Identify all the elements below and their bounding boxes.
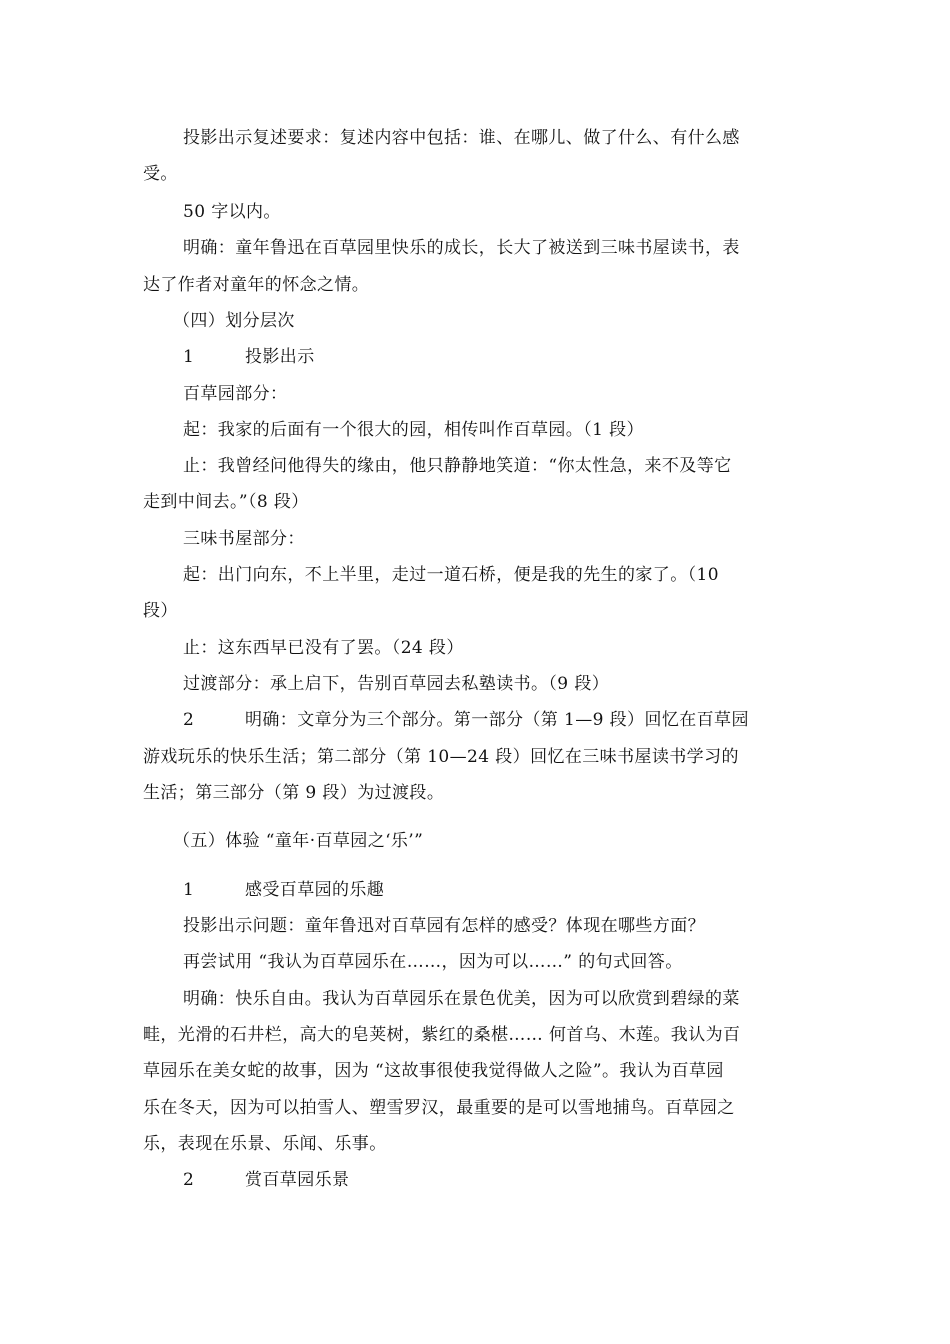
text-line: 止：我曾经问他得失的缘由，他只静静地笑道：“你太性急，来不及等它 — [183, 456, 732, 476]
item-text: 明确：文章分为三个部分。第一部分（第 1—9 段）回忆在百草园 — [245, 710, 749, 730]
numbered-item — [183, 709, 749, 731]
text-line: 三味书屋部分： — [183, 529, 305, 549]
text-line: 明确：快乐自由。我认为百草园乐在景色优美，因为可以欣赏到碧绿的菜 — [183, 989, 740, 1009]
text-line: 受。 — [143, 164, 178, 184]
item-number: 2 — [183, 1170, 195, 1190]
numbered-item — [183, 879, 384, 901]
text-line: 投影出示问题：童年鲁迅对百草园有怎样的感受？体现在哪些方面？ — [183, 916, 705, 936]
text-line: 游戏玩乐的快乐生活；第二部分（第 10—24 段）回忆在三味书屋读书学习的 — [143, 747, 739, 767]
item-number: 1 — [183, 347, 195, 367]
item-text: 感受百草园的乐趣 — [245, 880, 385, 900]
text-line: 明确：童年鲁迅在百草园里快乐的成长，长大了被送到三味书屋读书，表 — [183, 238, 740, 258]
numbered-item — [183, 1169, 349, 1191]
text-line: 过渡部分：承上启下，告别百草园去私塾读书。（9 段） — [183, 674, 610, 694]
text-line: 乐，表现在乐景、乐闻、乐事。 — [143, 1134, 387, 1154]
text-line: 走到中间去。”（8 段） — [143, 492, 309, 512]
text-line: 止：这东西早已没有了罢。（24 段） — [183, 638, 464, 658]
section-heading: （五）体验 “童年·百草园之‘乐’” — [173, 831, 424, 851]
text-line: 畦，光滑的石井栏，高大的皂荚树，紫红的桑椹…… 何首乌、木莲。我认为百 — [143, 1025, 741, 1045]
text-line: 再尝试用 “我认为百草园乐在……，因为可以……” 的句式回答。 — [183, 952, 683, 972]
text-line: 达了作者对童年的怀念之情。 — [143, 275, 370, 295]
item-text: 赏百草园乐景 — [245, 1170, 350, 1190]
text-line: 50 字以内。 — [183, 202, 281, 222]
text-line: 投影出示复述要求：复述内容中包括：谁、在哪儿、做了什么、有什么感 — [183, 128, 740, 148]
text-line: 起：出门向东，不上半里，走过一道石桥，便是我的先生的家了。（10 — [183, 565, 719, 585]
text-line: 草园乐在美女蛇的故事，因为 “这故事很使我觉得做人之险”。我认为百草园 — [143, 1061, 724, 1081]
text-line: 起：我家的后面有一个很大的园，相传叫作百草园。（1 段） — [183, 420, 644, 440]
item-text: 投影出示 — [245, 347, 315, 367]
text-line: 百草园部分： — [183, 384, 288, 404]
text-line: 段） — [143, 601, 178, 621]
item-number: 1 — [183, 880, 195, 900]
text-line: 乐在冬天，因为可以拍雪人、塑雪罗汉，最重要的是可以雪地捕鸟。百草园之 — [143, 1098, 735, 1118]
text-line: 生活；第三部分（第 9 段）为过渡段。 — [143, 783, 445, 803]
item-number: 2 — [183, 710, 195, 730]
numbered-item — [183, 346, 315, 368]
section-heading: （四）划分层次 — [173, 311, 295, 331]
